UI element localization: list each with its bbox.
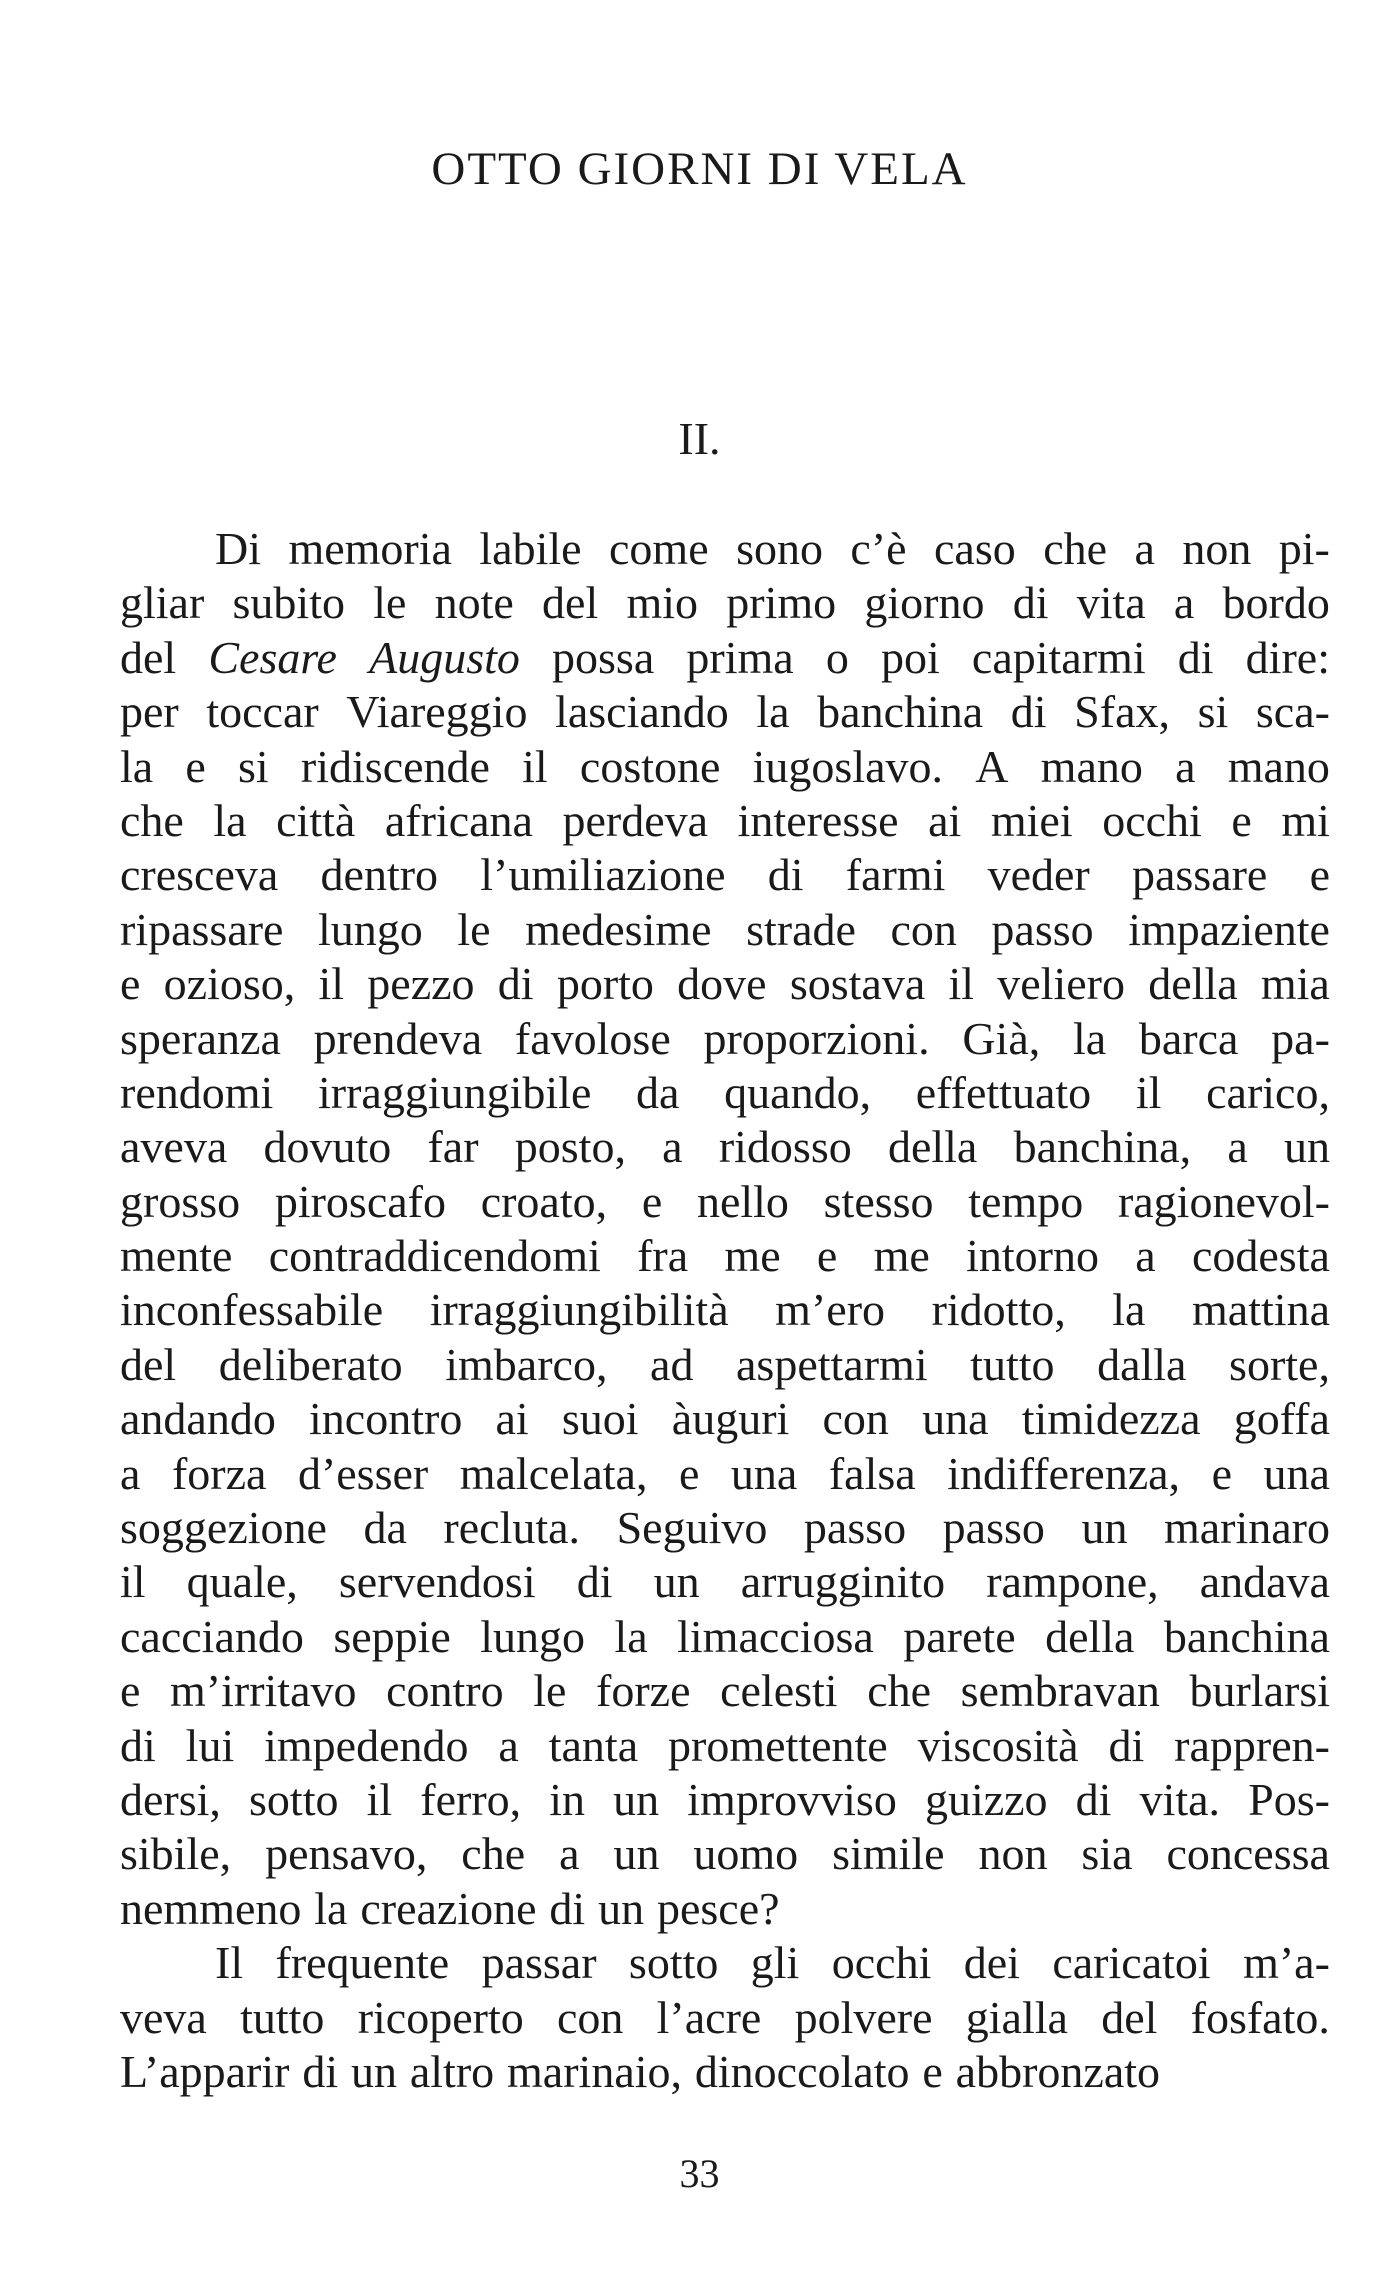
word: toccar <box>206 686 319 738</box>
word: a <box>120 1447 141 1499</box>
word: dove <box>677 958 767 1010</box>
word: sotto <box>628 1937 719 1989</box>
word: che <box>867 1665 932 1717</box>
word: passo <box>991 903 1094 955</box>
text-line <box>120 2045 1330 2099</box>
word: e <box>678 1447 700 1499</box>
word: il <box>948 958 975 1010</box>
text-line <box>120 957 1330 1011</box>
word: della <box>887 1121 978 1173</box>
text-line <box>120 1719 1330 1773</box>
text-line <box>120 1012 1330 1066</box>
word: barca <box>1138 1012 1239 1064</box>
text-line <box>120 1447 1330 1501</box>
word: a <box>559 1828 580 1880</box>
word: contro <box>386 1665 504 1717</box>
word: pi- <box>1278 523 1330 574</box>
word: fosfato. <box>1190 1991 1330 2043</box>
word: arrugginito <box>740 1556 946 1608</box>
word: mattina <box>1192 1284 1330 1336</box>
word: parete <box>903 1610 1016 1662</box>
word: da <box>363 1502 407 1554</box>
word: goffa <box>1233 1393 1330 1445</box>
text-line <box>120 1338 1330 1392</box>
word: che <box>461 1828 526 1880</box>
word: di <box>1177 631 1214 683</box>
running-title: OTTO GIORNI DI VELA <box>431 143 968 195</box>
word: Il <box>215 1937 244 1989</box>
chapter-number: II. <box>678 413 721 464</box>
word: inconfessabile <box>120 1284 384 1336</box>
word: e <box>922 2045 943 2097</box>
word: posto, <box>514 1121 626 1173</box>
word: una <box>730 1447 798 1499</box>
word: creazione <box>360 1882 537 1934</box>
text-line <box>120 1283 1330 1337</box>
word: fra <box>637 1230 689 1282</box>
word: e <box>120 958 141 1010</box>
word: labile <box>479 523 582 574</box>
word: sostava <box>789 958 926 1010</box>
word: marinaro <box>1163 1502 1330 1554</box>
text-line <box>120 522 1330 576</box>
word: proporzioni. <box>703 1012 930 1064</box>
word: pesce? <box>656 1882 780 1934</box>
word: m’ero <box>775 1284 886 1336</box>
word: di <box>302 2045 339 2097</box>
word: veva <box>120 1991 207 2043</box>
word: ferro, <box>420 1773 522 1825</box>
text-line <box>120 848 1330 902</box>
word: come <box>609 523 709 574</box>
word: soggezione <box>120 1502 327 1554</box>
word: effettuato <box>915 1066 1092 1118</box>
word: nello <box>696 1175 789 1227</box>
word: impaziente <box>1128 903 1330 955</box>
word: burlarsi <box>1189 1665 1330 1717</box>
word: ad <box>650 1338 694 1390</box>
word: il <box>1135 1066 1162 1118</box>
word: la <box>756 686 790 738</box>
word: andava <box>1199 1556 1330 1608</box>
word: improvviso <box>687 1773 897 1825</box>
word: intorno <box>966 1230 1099 1282</box>
word: caricatoi <box>1052 1937 1211 1989</box>
word: di <box>549 1882 586 1934</box>
word: tanta <box>548 1719 639 1771</box>
word: polvere <box>794 1991 933 2043</box>
word: dersi, <box>120 1773 221 1825</box>
word: miei <box>990 794 1073 846</box>
word: un <box>613 1828 660 1880</box>
word: gialla <box>965 1991 1068 2043</box>
body-text <box>120 522 1330 2099</box>
word: a <box>1173 577 1195 629</box>
word: dire: <box>1245 631 1330 683</box>
word: rendomi <box>120 1066 274 1118</box>
word: sia <box>1081 1828 1133 1880</box>
word: note <box>434 577 514 629</box>
word: medesime <box>525 903 712 955</box>
word: con <box>556 1991 624 2043</box>
word: mente <box>120 1230 233 1282</box>
word: e <box>816 1230 838 1282</box>
word: non <box>978 1828 1048 1880</box>
word: primo <box>726 577 837 629</box>
word: a <box>1175 740 1196 792</box>
word: lui <box>185 1719 235 1771</box>
word: e <box>120 1665 141 1717</box>
word: A <box>975 740 1009 792</box>
word: veder <box>987 849 1090 901</box>
word: mi <box>1281 794 1330 846</box>
word: che <box>1043 523 1108 574</box>
word: a <box>1227 1121 1248 1173</box>
word: un <box>598 1882 645 1934</box>
word: bordo <box>1222 577 1330 629</box>
word: frequente <box>275 1937 450 1989</box>
word: ai <box>928 794 962 846</box>
word: quale, <box>186 1556 298 1608</box>
word: quando, <box>724 1066 872 1118</box>
word: Augusto <box>369 631 520 683</box>
word: Di <box>215 523 261 574</box>
word: iugoslavo. <box>752 740 944 792</box>
text-line <box>120 1610 1330 1664</box>
text-line <box>120 1991 1330 2045</box>
word: me <box>873 1230 930 1282</box>
word: abbronzato <box>955 2045 1161 2097</box>
word: pezzo <box>367 958 475 1010</box>
word: di <box>576 1556 613 1608</box>
word: malcelata, <box>459 1447 648 1499</box>
word: prendeva <box>313 1012 483 1064</box>
word: imbarco, <box>445 1338 608 1390</box>
word: del <box>120 631 177 683</box>
word: banchina <box>817 686 984 738</box>
word: a <box>1135 1230 1156 1282</box>
word: prima <box>686 631 794 683</box>
word: speranza <box>120 1012 281 1064</box>
word: un <box>1283 1121 1330 1173</box>
word: suoi <box>561 1393 639 1445</box>
word: a <box>498 1719 519 1771</box>
text-line <box>120 631 1330 685</box>
word: passo <box>803 1502 907 1554</box>
word: viscosità <box>917 1719 1079 1771</box>
word: o <box>825 631 849 683</box>
word: da <box>636 1066 680 1118</box>
word: subito <box>232 577 345 629</box>
text-line <box>120 794 1330 848</box>
word: simile <box>832 1828 945 1880</box>
word: la <box>120 740 154 792</box>
word: vita. <box>1139 1773 1221 1825</box>
word: di <box>120 1719 156 1771</box>
text-line <box>120 1827 1330 1881</box>
word: Già, <box>962 1012 1041 1064</box>
word: dalla <box>1097 1338 1187 1390</box>
word: servendosi <box>338 1556 536 1608</box>
word: uomo <box>693 1828 799 1880</box>
word: dinoccolato <box>694 2045 910 2097</box>
word: rappren- <box>1174 1719 1330 1771</box>
text-line <box>120 1175 1330 1229</box>
word: con <box>890 903 957 955</box>
word: croato, <box>480 1175 608 1227</box>
word: non <box>1182 523 1252 574</box>
word: ridotto, <box>931 1284 1066 1336</box>
word: recluta. <box>443 1502 581 1554</box>
word: forze <box>596 1665 691 1717</box>
word: irraggiungibilità <box>429 1284 729 1336</box>
word: impedendo <box>264 1719 469 1771</box>
word: sono <box>736 523 823 574</box>
word: si <box>1197 686 1229 738</box>
word: si <box>238 740 269 792</box>
word: guizzo <box>924 1773 1048 1825</box>
text-line <box>120 1501 1330 1555</box>
text-line <box>120 1882 1330 1936</box>
word: possa <box>552 631 655 683</box>
word: del <box>120 1338 177 1390</box>
word: di <box>497 958 534 1010</box>
word: sotto <box>249 1773 339 1825</box>
word: ricoperto <box>357 1991 524 2043</box>
word: le <box>533 1665 567 1717</box>
word: falsa <box>828 1447 916 1499</box>
word: di <box>1108 1719 1145 1771</box>
text-line <box>120 576 1330 630</box>
word: con <box>822 1393 889 1445</box>
word: veliero <box>997 958 1125 1010</box>
word: deliberato <box>218 1338 403 1390</box>
word: città <box>276 794 356 846</box>
word: ozioso, <box>163 958 296 1010</box>
word: un <box>653 1556 700 1608</box>
word: Sfax, <box>1074 686 1170 738</box>
word: strade <box>746 903 856 955</box>
word: un <box>1081 1502 1128 1554</box>
word: me <box>724 1230 781 1282</box>
word: nemmeno <box>120 1882 302 1934</box>
word: e <box>1211 1447 1232 1499</box>
word: un <box>350 2045 397 2097</box>
text-line <box>120 740 1330 794</box>
word: di <box>1010 686 1047 738</box>
word: gli <box>750 1937 800 1989</box>
word: a <box>1134 523 1155 574</box>
word: rampone, <box>986 1556 1159 1608</box>
word: lungo <box>318 903 423 955</box>
word: perdeva <box>562 794 709 846</box>
word: e <box>641 1175 663 1227</box>
word: mio <box>626 577 699 629</box>
word: ripassare <box>120 903 284 955</box>
word: la <box>614 1610 648 1662</box>
word: occhi <box>831 1937 932 1989</box>
word: codesta <box>1191 1230 1330 1282</box>
word: le <box>373 577 407 629</box>
word: la <box>213 794 247 846</box>
word: poi <box>880 631 940 683</box>
text-line <box>120 685 1330 739</box>
word: tutto <box>970 1338 1055 1390</box>
word: della <box>1148 958 1238 1010</box>
word: ridiscende <box>300 740 490 792</box>
word: limacciosa <box>677 1610 874 1662</box>
word: pa- <box>1271 1012 1330 1064</box>
word: per <box>120 686 179 738</box>
word: far <box>427 1121 479 1173</box>
text-line <box>120 1664 1330 1718</box>
word: tempo <box>968 1175 1084 1227</box>
word: lasciando <box>555 686 729 738</box>
word: banchina, <box>1013 1121 1192 1173</box>
word: interesse <box>737 794 899 846</box>
text-line <box>120 1555 1330 1609</box>
word: che <box>120 794 184 846</box>
word: di <box>1012 577 1049 629</box>
word: Cesare <box>208 631 337 683</box>
word: in <box>549 1773 586 1825</box>
word: il <box>318 958 345 1010</box>
word: ridosso <box>718 1121 852 1173</box>
word: dentro <box>320 849 439 901</box>
text-line <box>120 1229 1330 1283</box>
word: àuguri <box>671 1393 790 1445</box>
text-line <box>120 1936 1330 1990</box>
word: del <box>542 577 599 629</box>
word: passar <box>481 1937 597 1989</box>
word: la <box>1072 1012 1107 1064</box>
word: m’irritavo <box>170 1665 357 1717</box>
word: contraddicendomi <box>268 1230 601 1282</box>
word: memoria <box>288 523 452 574</box>
word: andando <box>120 1393 276 1445</box>
word: caso <box>934 523 1016 574</box>
word: stesso <box>823 1175 934 1227</box>
word: vita <box>1076 577 1146 629</box>
word: aveva <box>120 1121 228 1173</box>
word: seppie <box>333 1610 451 1662</box>
word: piroscafo <box>274 1175 446 1227</box>
word: altro <box>409 2045 495 2097</box>
word: forza <box>171 1447 267 1499</box>
word: Viareggio <box>346 686 528 738</box>
word: costone <box>579 740 721 792</box>
word: africana <box>384 794 533 846</box>
text-line <box>120 903 1330 957</box>
word: la <box>314 1882 348 1934</box>
word: L’apparir <box>120 2045 290 2097</box>
word: gliar <box>120 577 205 629</box>
word: carico, <box>1206 1066 1330 1118</box>
word: dei <box>963 1937 1020 1989</box>
word: grosso <box>120 1175 241 1227</box>
word: farmi <box>845 849 946 901</box>
word: del <box>1101 1991 1158 2043</box>
word: cacciando <box>120 1610 304 1662</box>
word: promettente <box>668 1719 888 1771</box>
word: lungo <box>480 1610 586 1662</box>
word: c’è <box>850 523 907 574</box>
word: occhi <box>1102 794 1202 846</box>
word: la <box>1112 1284 1146 1336</box>
word: celesti <box>720 1665 838 1717</box>
word: tutto <box>240 1991 325 2043</box>
word: il <box>366 1773 393 1825</box>
word: il <box>120 1556 146 1608</box>
word: Seguivo <box>616 1502 768 1554</box>
word: della <box>1045 1610 1135 1662</box>
word: dovuto <box>263 1121 392 1173</box>
word: cresceva <box>120 849 279 901</box>
word: l’acre <box>656 1991 762 2043</box>
word: d’esser <box>297 1447 429 1499</box>
word: ai <box>495 1393 529 1445</box>
word: favolose <box>514 1012 671 1064</box>
word: a <box>662 1121 683 1173</box>
text-line <box>120 1066 1330 1120</box>
word: marinaio, <box>507 2045 683 2097</box>
word: un <box>613 1773 660 1825</box>
word: di <box>767 849 804 901</box>
word: una <box>1263 1447 1330 1499</box>
word: ragionevol- <box>1117 1175 1330 1227</box>
word: l’umiliazione <box>480 849 726 901</box>
word: indifferenza, <box>947 1447 1181 1499</box>
word: una <box>922 1393 989 1445</box>
word: incontro <box>309 1393 463 1445</box>
word: le <box>457 903 491 955</box>
text-line <box>120 1773 1330 1827</box>
word: banchina <box>1163 1610 1330 1662</box>
word: di <box>1075 1773 1112 1825</box>
word: porto <box>556 958 654 1010</box>
word: Pos- <box>1248 1773 1330 1825</box>
word: giorno <box>864 577 985 629</box>
word: m’a- <box>1243 1937 1330 1989</box>
word: e <box>1309 849 1330 901</box>
word: e <box>185 740 206 792</box>
word: pensavo, <box>265 1828 428 1880</box>
word: mano <box>1040 740 1143 792</box>
word: irraggiungibile <box>317 1066 592 1118</box>
word: passare <box>1131 849 1268 901</box>
word: mano <box>1227 740 1330 792</box>
word: sembravan <box>960 1665 1160 1717</box>
page-number: 33 <box>679 2151 720 2196</box>
word: sca- <box>1255 686 1330 738</box>
word: capitarmi <box>971 631 1146 683</box>
word: sorte, <box>1229 1338 1330 1390</box>
word: passo <box>942 1502 1045 1554</box>
word: aspettarmi <box>736 1338 928 1390</box>
word: sibile, <box>120 1828 232 1880</box>
text-line <box>120 1392 1330 1446</box>
word: il <box>522 740 548 792</box>
text-line <box>120 1120 1330 1174</box>
word: timidezza <box>1021 1393 1201 1445</box>
word: mia <box>1260 958 1330 1010</box>
word: concessa <box>1166 1828 1330 1880</box>
word: e <box>1231 794 1252 846</box>
